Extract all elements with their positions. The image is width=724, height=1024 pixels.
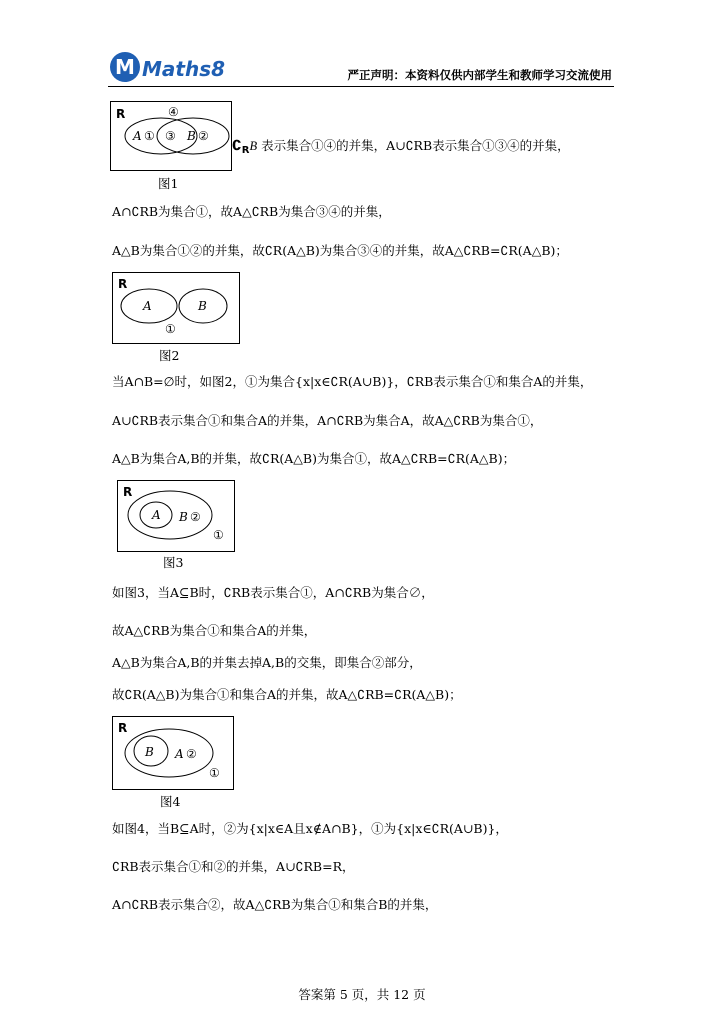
region-2: ② [186,747,197,761]
figure-2 [112,272,240,344]
set-B: B [198,299,207,313]
logo-text: Maths8 [142,57,226,81]
text-line-12: ∁RB表示集合①和②的并集，A∪∁RB=R， [112,859,355,874]
region-4: ④ [168,105,179,119]
set-A: A [152,508,161,522]
text-line-2: A∩∁RB为集合①，故A△∁RB为集合③④的并集， [112,204,391,219]
set-B: B [145,745,154,759]
region-2: ② [190,510,201,524]
text-line-8: 故A△∁RB为集合①和集合A的并集， [112,623,317,638]
venn-diagram-1 [111,102,231,170]
figure-3 [117,480,235,552]
text-line-1: $∁_RB$ 表示集合①④的并集，A∪∁RB表示集合①③④的并集， [232,138,570,156]
figure-1-caption: 图1 [158,176,179,191]
figure-1 [110,101,232,171]
region-1: ① [144,129,155,143]
set-A: A [133,129,142,143]
text-line-7: 如图3，当A⊆B时，∁RB表示集合①，A∩∁RB为集合∅， [112,585,434,600]
set-A: A [175,747,184,761]
svg-text:M: M [115,55,135,79]
region-3: ③ [165,129,176,143]
text-line-3: A△B为集合①②的并集，故∁R(A△B)为集合③④的并集，故A△∁RB=∁R(A△B)； [112,243,568,258]
set-B: B [179,510,188,524]
text-line-9: A△B为集合A,B的并集去掉A,B的交集，即集合②部分， [112,655,422,670]
venn-diagram-3 [118,481,234,551]
set-A: A [143,299,152,313]
text-line-4: 当A∩B=∅时，如图2，①为集合{x|x∈∁R(A∪B)}，∁RB表示集合①和集合A的并集， [112,374,593,389]
label-R: R [118,277,128,291]
figure-2-caption: 图2 [159,348,180,363]
figure-4-caption: 图4 [160,794,181,809]
venn-diagram-2 [113,273,239,343]
text-line-10: 故∁R(A△B)为集合①和集合A的并集，故A△∁RB=∁R(A△B)； [112,687,462,702]
maths8-logo [108,50,238,84]
set-B: B [187,129,196,143]
region-2: ② [198,129,209,143]
figure-3-caption: 图3 [163,555,184,570]
page-footer: 答案第 5 页，共 12 页 [298,987,426,1002]
text-line-13: A∩∁RB表示集合②，故A△∁RB为集合①和集合B的并集， [112,897,438,912]
text-line-11: 如图4，当B⊆A时，②为{x|x∈A且x∉A∩B}，①为{x|x∈∁R(A∪B)}， [112,821,508,836]
label-R: R [116,107,126,121]
region-1: ① [209,766,220,780]
region-1: ① [165,322,176,336]
label-R: R [118,721,128,735]
region-1: ① [213,528,224,542]
page-header [108,46,614,87]
venn-diagram-4 [113,717,233,789]
figure-4 [112,716,234,790]
label-R: R [123,485,133,499]
text-line-5: A∪∁RB表示集合①和集合A的并集，A∩∁RB为集合A，故A△∁RB为集合①， [112,413,543,428]
header-notice: 严正声明：本资料仅供内部学生和教师学习交流使用 [347,68,612,82]
text-line-6: A△B为集合A,B的并集，故∁R(A△B)为集合①，故A△∁RB=∁R(A△B)； [112,451,516,466]
